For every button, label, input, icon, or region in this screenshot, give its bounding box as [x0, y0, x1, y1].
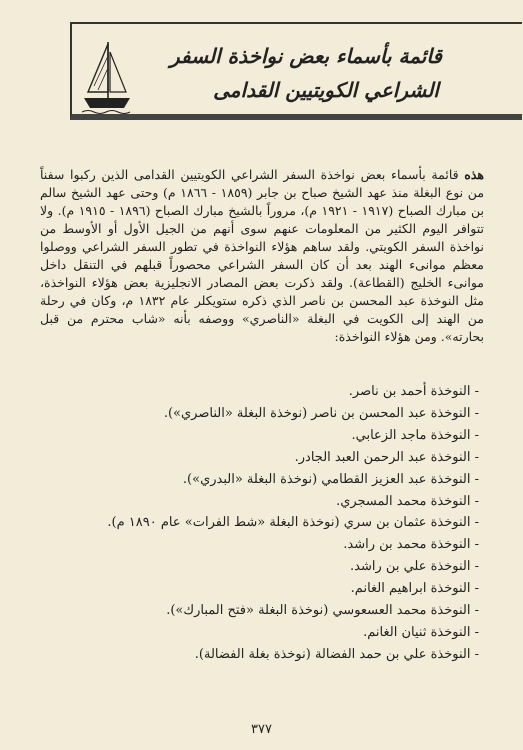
list-item: - النوخذة محمد بن راشد. — [343, 537, 479, 553]
title-line-2: الشراعي الكويتيين القدامى — [213, 78, 439, 102]
title-header — [70, 22, 522, 120]
page-number: ٣٧٧ — [251, 722, 272, 737]
list-item: - النوخذة عبد الرحمن العبد الجادر. — [294, 449, 479, 465]
list-item: - النوخذة عثمان بن سري (نوخذة البغلة «شط الفرات» عام ١٨٩٠ م). — [107, 515, 479, 531]
list-item: - النوخذة ماجد الزعابي. — [351, 427, 479, 443]
title-line-1: قائمة بأسماء بعض نواخذة السفر — [170, 44, 442, 68]
list-item: - النوخذة عبد العزيز القطامي (نوخذة البغلة «البدري»). — [182, 471, 479, 487]
intro-lead-word: هذه — [464, 166, 484, 182]
list-item: - النوخذة محمد المسجري. — [336, 493, 479, 509]
list-item: - النوخذة علي بن حمد الفضالة (نوخذة بغلة الفضالة). — [194, 646, 479, 662]
list-item: - النوخذة أحمد بن ناصر. — [348, 384, 479, 399]
list-item: - النوخذة ثنيان الغانم. — [363, 624, 479, 640]
intro-text: قائمة بأسماء بعض نواخذة السفر الشراعي الكويتيين القدامى الذين ركبوا سفناً من نوع البغلة منذ عهد الشيخ صباح بن جابر (١٨٥٩ - ١٨٦٦ م) وحتى عهد الشيخ سالم بن مبارك الصباح (١٩١٧ - ١٩٢١ م)، مروراً بالشيخ مبارك الصباح (١٨٩٦ - ١٩١٥ م). ولا تتوافر اليوم الكثير من المعلومات عنهم سوى أنهم من الجيل الأول أو الأوسط من نواخذة السفر الكويتي. ولقد ساهم هؤلاء النواخذة في تطور السفر الشراعي ووصلوا معظم موانىء الهند بعد أن كان السفر الشراعي محصوراً قبلهم في التنقل داخل موانىء الخليج (القطاعة). ولقد ذكرت بعض المصادر الانجليزية بعض هؤلاء النواخذة، مثل النوخذة عبد المحسن بن ناصر الذي ذكره ستويكلر عام ١٨٣٢ م، وكان في رحلة من الهند إلى الكويت في البغلة «الناصري» ووصفه بأنه «شاب محترم من قبل بحارته». ومن هؤلاء النواخذة: — [40, 166, 485, 345]
list-item: - النوخذة علي بن راشد. — [350, 559, 479, 575]
captains-list — [59, 381, 479, 666]
intro-paragraph — [40, 166, 484, 347]
list-item: - النوخذة عبد المحسن بن ناصر (نوخذة البغلة «الناصري»). — [163, 405, 479, 421]
list-item: - النوخذة محمد العسعوسي (نوخذة البغلة «فتح المبارك»). — [166, 603, 479, 619]
list-item: - النوخذة ابراهيم الغانم. — [350, 581, 479, 597]
